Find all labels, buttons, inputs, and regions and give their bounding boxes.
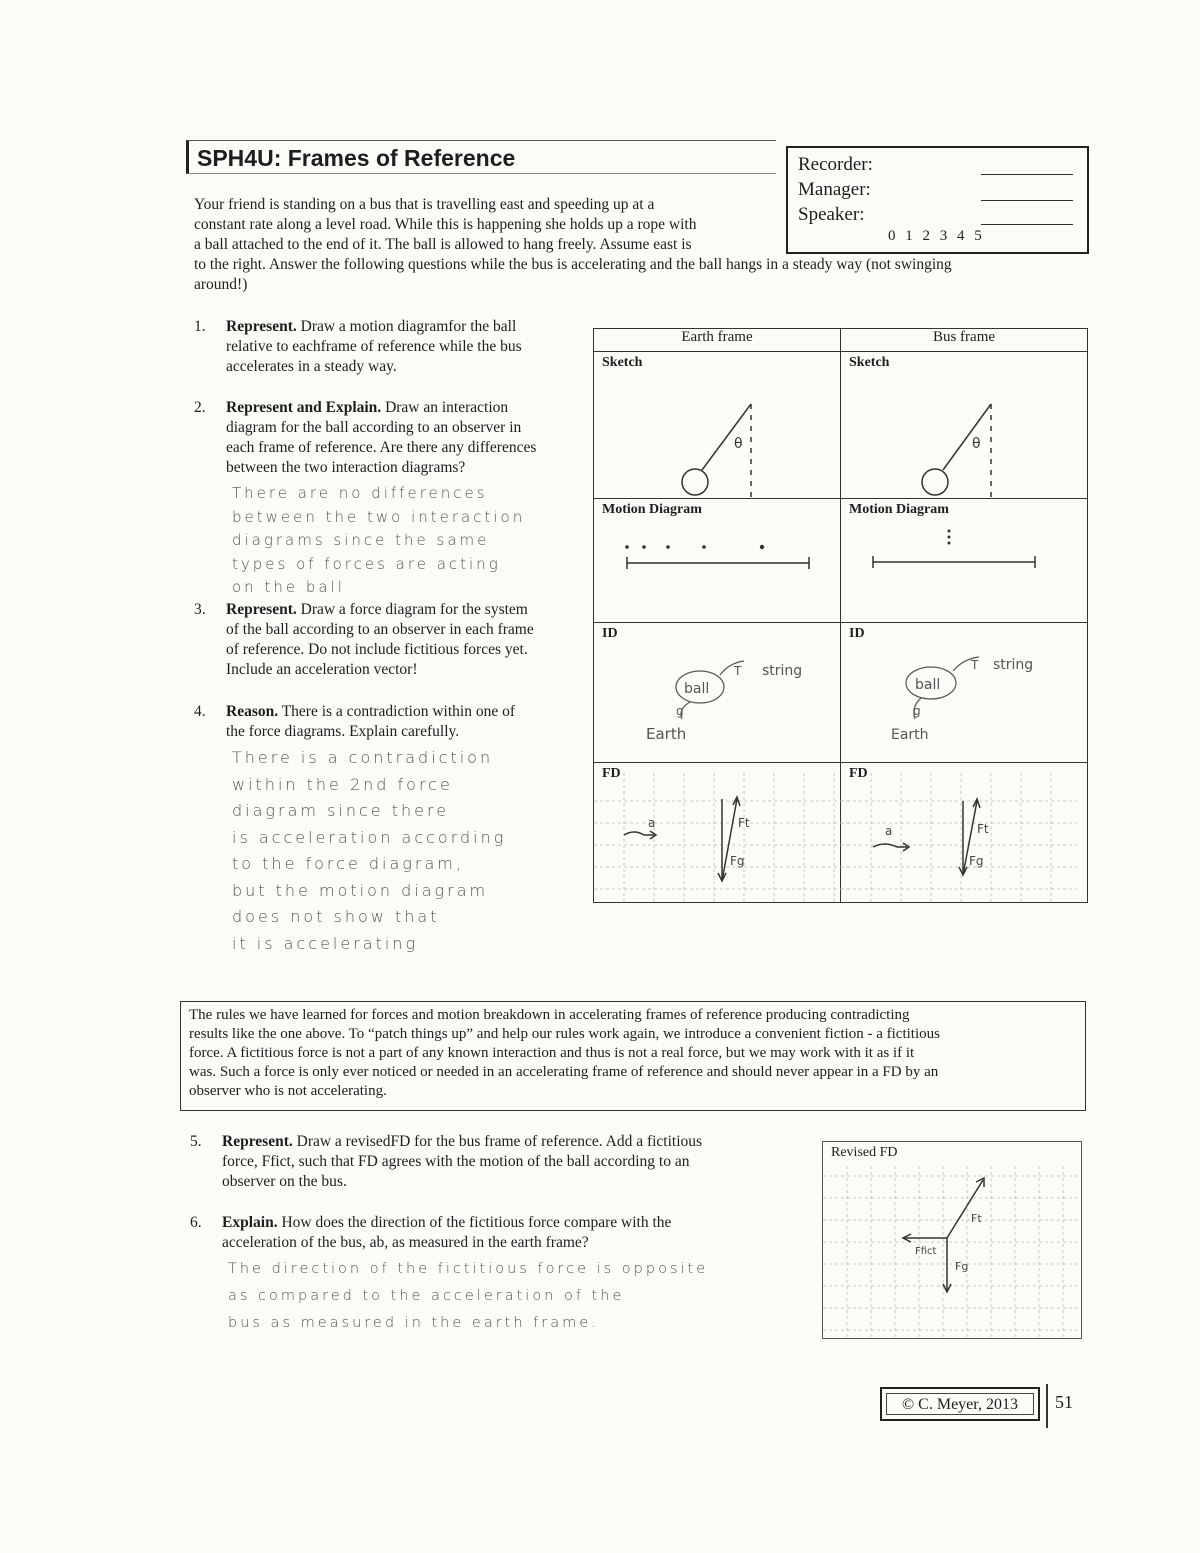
- question-text: acceleration of the bus, ab, as measured in the earth frame?: [222, 1234, 589, 1251]
- fd-gravity-label: Fg: [969, 854, 984, 868]
- earth-interaction-diagram: [594, 623, 850, 763]
- role-speaker: Speaker:: [798, 204, 865, 225]
- answer-line: within the 2nd force: [232, 774, 453, 794]
- frames-table: [593, 328, 1088, 903]
- question-text: force, Ffict, such that FD agrees with the motion of the ball according to an: [222, 1153, 690, 1170]
- intro-line: to the right. Answer the following questions while the bus is accelerating and the ball hangs in a steady way (not swinging: [194, 256, 952, 273]
- id-string-label: string: [993, 657, 1034, 673]
- bus-frame-header: Bus frame: [841, 329, 1088, 352]
- fd-tension-label: Ft: [738, 816, 750, 830]
- earth-pendulum-sketch: [594, 352, 850, 499]
- question-heading: Explain.: [222, 1214, 278, 1231]
- bus-motion-diagram: [841, 499, 1077, 623]
- id-tension-label: T: [734, 664, 742, 678]
- answer-line: The direction of the fictitious force is opposite: [228, 1261, 709, 1277]
- revised-fd-ft-label: Ft: [971, 1212, 982, 1225]
- fd-gravity-label: Fg: [730, 854, 745, 868]
- earth-id-cell[interactable]: [594, 623, 841, 763]
- fd-acceleration-label: a: [648, 816, 656, 830]
- question-number: 4.: [194, 703, 206, 720]
- question-heading: Represent.: [226, 601, 297, 618]
- fd-acceleration-label: a: [885, 824, 893, 838]
- earth-frame-header: Earth frame: [594, 329, 841, 352]
- answer-line: There are no differences: [232, 484, 488, 502]
- note-line: force. A fictitious force is not a part of any known interaction and thus is not a real force, but we may work with it as if it: [189, 1045, 915, 1061]
- question-heading: Represent.: [226, 318, 297, 335]
- question-text: Draw a force diagram for the system: [296, 601, 528, 618]
- copyright-box: [880, 1387, 1040, 1421]
- question-text: of reference. Do not include fictitious forces yet.: [226, 641, 528, 658]
- intro-line: Your friend is standing on a bus that is travelling east and speeding up at a: [194, 196, 655, 213]
- question-text: accelerates in a steady way.: [226, 358, 397, 375]
- footer-divider: [1046, 1384, 1048, 1428]
- answer-line: on the ball: [232, 578, 345, 596]
- answer-line: to the force diagram,: [232, 854, 464, 873]
- answer-line: does not show that: [232, 907, 440, 926]
- revised-fd-label: Revised FD: [831, 1145, 898, 1160]
- answer-q4[interactable]: [232, 745, 506, 957]
- page-number: 51: [1055, 1392, 1073, 1412]
- question-number: 2.: [194, 399, 206, 416]
- question-number: 5.: [190, 1133, 202, 1150]
- question-text: Draw an interaction: [381, 399, 509, 416]
- answer-line: as compared to the acceleration of the: [228, 1288, 625, 1304]
- answer-q6[interactable]: [228, 1256, 708, 1337]
- answer-q2[interactable]: [232, 482, 525, 600]
- row-label-motion-diagram: Motion Diagram: [849, 502, 949, 517]
- question-text: There is a contradiction within one of: [278, 703, 515, 720]
- intro-line: a ball attached to the end of it. The ball is allowed to hang freely. Assume east is: [194, 236, 692, 253]
- question-number: 3.: [194, 601, 206, 618]
- id-earth-label: Earth: [646, 725, 687, 743]
- theta-label: θ: [734, 436, 743, 452]
- bus-pendulum-sketch: [841, 352, 1077, 499]
- revised-fd-ffict-label: Ffict: [915, 1246, 937, 1257]
- question-number: 1.: [194, 318, 206, 335]
- row-label-motion-diagram: Motion Diagram: [602, 502, 702, 517]
- bus-interaction-diagram: [841, 623, 1077, 763]
- bus-fd-cell[interactable]: [841, 763, 1088, 903]
- fd-tension-label: Ft: [977, 822, 989, 836]
- note-line: was. Such a force is only ever noticed or needed in an accelerating frame of reference and should never appear in a FD by an: [189, 1064, 939, 1080]
- note-line: observer who is not accelerating.: [189, 1083, 387, 1099]
- role-manager: Manager:: [798, 179, 871, 200]
- earth-motion-cell[interactable]: [594, 499, 841, 623]
- intro-line: around!): [194, 276, 248, 293]
- revised-fd-box[interactable]: [822, 1141, 1082, 1339]
- bus-id-cell[interactable]: [841, 623, 1088, 763]
- answer-line: is acceleration according: [232, 827, 507, 847]
- question-text: between the two interaction diagrams?: [226, 459, 466, 476]
- revised-fd-fg-label: Fg: [955, 1260, 969, 1273]
- page-title: SPH4U: Frames of Reference: [186, 140, 776, 174]
- question-text: of the ball according to an observer in each frame: [226, 621, 534, 638]
- row-label-fd: FD: [849, 766, 868, 781]
- question-text: How does the direction of the fictitious force compare with the: [277, 1214, 672, 1231]
- earth-sketch-cell[interactable]: [594, 352, 841, 499]
- id-ball-label: ball: [915, 677, 941, 693]
- answer-line: it is accelerating: [232, 933, 419, 953]
- question-text: relative to eachframe of reference while the bus: [226, 338, 522, 355]
- answer-line: There is a contradiction: [232, 748, 494, 767]
- question-text: observer on the bus.: [222, 1173, 347, 1190]
- earth-motion-diagram: [594, 499, 850, 623]
- revised-force-diagram: [823, 1142, 1081, 1338]
- answer-line: bus as measured in the earth frame.: [228, 1315, 599, 1331]
- question-heading: Represent.: [222, 1133, 293, 1150]
- fictitious-force-note: [180, 1001, 1086, 1111]
- id-gravity-label: g: [913, 704, 921, 718]
- answer-line: between the two interaction: [232, 507, 526, 526]
- answer-line: diagrams since the same: [232, 531, 490, 549]
- row-label-id: ID: [602, 626, 618, 641]
- intro-paragraph: [194, 195, 1064, 295]
- question-text: Draw a motion diagramfor the ball: [296, 318, 517, 335]
- row-label-sketch: Sketch: [602, 355, 643, 370]
- question-text: diagram for the ball according to an observer in: [226, 419, 522, 436]
- id-string-label: string: [762, 663, 803, 679]
- question-text: the force diagrams. Explain carefully.: [226, 723, 460, 740]
- question-text: Draw a revisedFD for the bus frame of reference. Add a fictitious: [292, 1133, 703, 1150]
- id-earth-label: Earth: [891, 727, 929, 743]
- answer-line: but the motion diagram: [232, 880, 489, 900]
- bus-force-diagram: [841, 763, 1077, 903]
- row-label-sketch: Sketch: [849, 355, 890, 370]
- bus-motion-cell[interactable]: [841, 499, 1088, 623]
- id-gravity-label: g: [676, 704, 684, 718]
- copyright-text: © C. Meyer, 2013: [886, 1393, 1034, 1415]
- earth-force-diagram: [594, 763, 850, 903]
- intro-line: constant rate along a level road. While this is happening she holds up a rope with: [194, 216, 697, 233]
- rating-scale[interactable]: 0 1 2 3 4 5: [888, 228, 985, 244]
- earth-fd-cell[interactable]: [594, 763, 841, 903]
- role-recorder-line[interactable]: [981, 174, 1073, 175]
- answer-line: diagram since there: [232, 801, 450, 820]
- answer-line: types of forces are acting: [232, 554, 501, 573]
- row-label-fd: FD: [602, 766, 621, 781]
- note-line: The rules we have learned for forces and motion breakdown in accelerating frames of reference producing contradicting: [189, 1007, 910, 1023]
- role-recorder: Recorder:: [798, 154, 873, 175]
- question-number: 6.: [190, 1214, 202, 1231]
- question-text: Include an acceleration vector!: [226, 661, 418, 678]
- question-heading: Reason.: [226, 703, 279, 720]
- id-ball-label: ball: [684, 681, 710, 697]
- row-label-id: ID: [849, 626, 865, 641]
- bus-sketch-cell[interactable]: [841, 352, 1088, 499]
- question-heading: Represent and Explain.: [226, 399, 382, 416]
- theta-label: θ: [972, 436, 981, 452]
- id-tension-label: T: [971, 658, 979, 672]
- note-line: results like the one above. To “patch things up” and help our rules work again, we introduce a convenient fiction - a fictitious: [189, 1026, 940, 1042]
- question-text: each frame of reference. Are there any differences: [226, 439, 537, 456]
